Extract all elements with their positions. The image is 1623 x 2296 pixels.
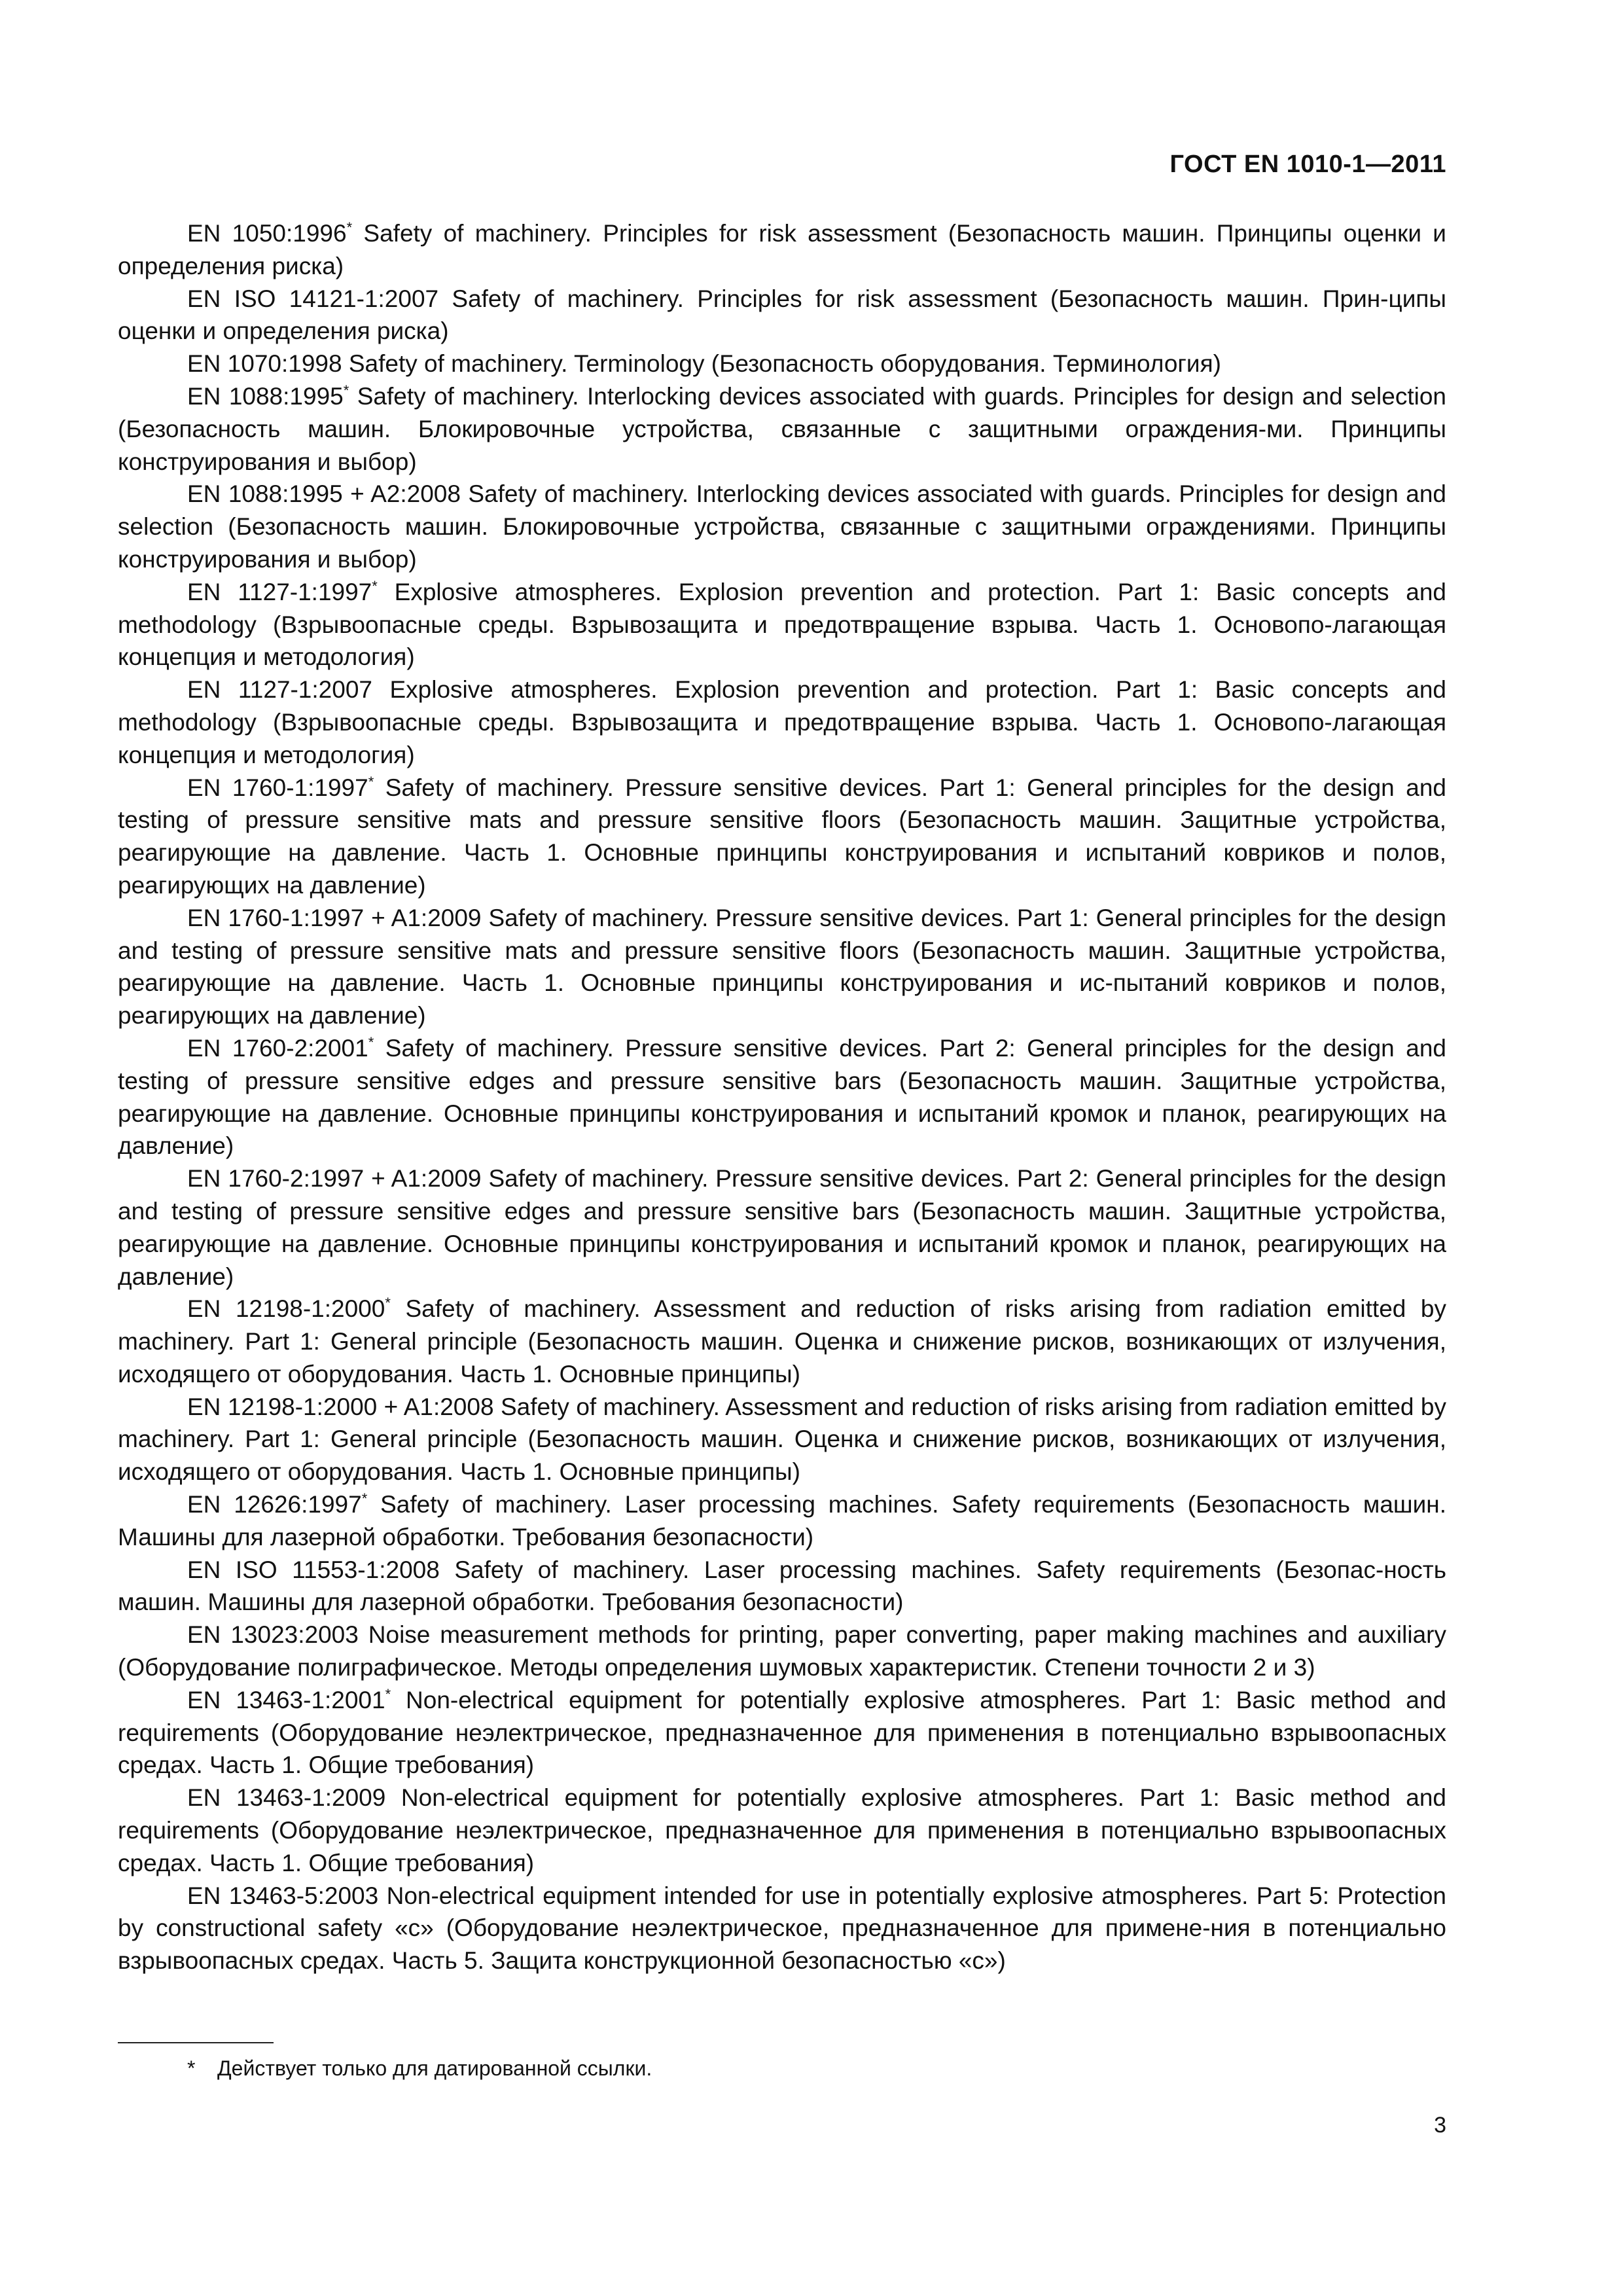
reference-code: EN 1760-1:1997 + A1:2009 [187, 904, 482, 931]
page-number: 3 [1434, 2113, 1446, 2138]
reference-text: Safety of machinery. Principles for risk assessment (Безопасность машин. Принципы оценки и определения риска) [118, 220, 1446, 279]
reference-text: Explosive atmospheres. Explosion prevention and protection. Part 1: Basic concepts and methodology (Взрывоопасные среды. Взрывозащита и предотвращение взрыва. Часть 1. Основопо-лагающая концепция и методология) [118, 676, 1446, 768]
reference-code: EN 1070:1998 [187, 350, 342, 378]
reference-text: Safety of machinery. Interlocking devices associated with guards. Principles for design and selection (Безопасность машин. Блокировочные устройства, связанные с защитными ограждения-ми. Принципы конструирования и выбор) [118, 382, 1446, 475]
reference-text: Safety of machinery. Laser processing machines. Safety requirements (Безопас-ность машин. Машины для лазерной обработки. Требования безопасности) [118, 1556, 1447, 1616]
reference-entry [118, 1554, 1446, 1619]
reference-code: EN 1127-1:2007 [187, 676, 372, 704]
reference-entry [118, 1782, 1446, 1879]
footnote-marker: * [346, 219, 353, 236]
reference-entry [118, 348, 1446, 380]
reference-code: EN 12198-1:2000 [187, 1295, 385, 1323]
footnote-marker: * [372, 577, 378, 594]
reference-code: EN 13023:2003 [187, 1621, 359, 1649]
footnote-marker: * [343, 382, 349, 399]
reference-code: EN 1760-2:1997 + A1:2009 [187, 1165, 482, 1193]
reference-code: EN 1127-1:1997 [187, 578, 372, 605]
reference-text: Safety of machinery. Pressure sensitive devices. Part 2: General principles for the design and testing of pressure sensitive edges and pressure sensitive bars (Безопасность машин. Защитные устройства, реагирующие на давление. Основные принципы конструирования и испытаний кромок и планок, реагирующих на давление) [118, 1165, 1446, 1290]
reference-text: Safety of machinery. Terminology (Безопасность оборудования. Терминология) [342, 350, 1221, 378]
reference-entry [118, 1488, 1446, 1554]
reference-code: EN 1760-1:1997 [187, 774, 368, 801]
reference-entry [118, 1684, 1446, 1782]
footnote-divider [118, 2042, 274, 2043]
reference-text: Safety of machinery. Assessment and reduction of risks arising from radiation emitted by machinery. Part 1: General principle (Безопасность машин. Оценка и снижение рисков, возникающих от излучения, исходящего от оборудования. Часть 1. Основные принципы) [118, 1393, 1446, 1486]
footnote-marker: * [385, 1685, 391, 1702]
reference-text: Safety of machinery. Laser processing machines. Safety requirements (Безопасность машин. Машины для лазерной обработки. Требования безопасности) [118, 1491, 1446, 1551]
reference-code: EN 13463-5:2003 [187, 1882, 379, 1909]
reference-text: Noise measurement methods for printing, paper converting, paper making machines and auxiliary (Оборудование полиграфическое. Методы определения шумовых характеристик. Степени точности 2 и 3) [118, 1621, 1446, 1681]
reference-entry [118, 902, 1446, 1032]
reference-entry [118, 217, 1446, 283]
footnote-marker: * [361, 1490, 368, 1507]
reference-code: EN 12198-1:2000 + A1:2008 [187, 1393, 494, 1420]
reference-text: Explosive atmospheres. Explosion prevention and protection. Part 1: Basic concepts and methodology (Взрывоопасные среды. Взрывозащита и предотвращение взрыва. Часть 1. Основопо-лагающая концепция и методология) [118, 578, 1446, 671]
reference-text: Safety of machinery. Pressure sensitive devices. Part 1: General principles for the design and testing of pressure sensitive mats and pressure sensitive floors (Безопасность машин. Защитные устройства, реагирующие на давление. Часть 1. Основные принципы конструирования и испытаний ковриков и полов, реагирующих на давление) [118, 774, 1446, 899]
footnote [187, 2055, 652, 2081]
reference-entry [118, 576, 1446, 673]
reference-code: EN ISO 11553-1:2008 [187, 1556, 440, 1583]
reference-code: EN 1050:1996 [187, 220, 347, 247]
reference-entry [118, 1032, 1446, 1162]
footnote-mark: * [187, 2056, 196, 2080]
reference-code: EN 13463-1:2001 [187, 1686, 385, 1713]
footnote-text: Действует только для датированной ссылки. [217, 2056, 652, 2080]
reference-entry [118, 478, 1446, 575]
reference-entry [118, 1619, 1446, 1684]
reference-entry [118, 1391, 1446, 1488]
reference-text: Non-electrical equipment for potentially explosive atmospheres. Part 1: Basic method and requirements (Оборудование неэлектрическое, предназначенное для применения в потенциально взрывоопасных средах. Часть 1. Общие требования) [118, 1686, 1446, 1779]
reference-text: Non-electrical equipment for potentially explosive atmospheres. Part 1: Basic method and requirements (Оборудование неэлектрическое, предназначенное для применения в потенциально взрывоопасных средах. Часть 1. Общие требования) [118, 1784, 1446, 1876]
reference-entry [118, 673, 1446, 771]
reference-code: EN ISO 14121-1:2007 [187, 285, 439, 312]
document-header: ГОСТ EN 1010-1—2011 [1169, 151, 1446, 178]
reference-entry [118, 1880, 1446, 1977]
footnote-marker: * [368, 773, 374, 790]
reference-text: Safety of machinery. Pressure sensitive devices. Part 1: General principles for the design and testing of pressure sensitive mats and pressure sensitive floors (Безопасность машин. Защитные устройства, реагирующие на давление. Часть 1. Основные принципы конструирования и ис-пытаний ковриков и полов, реагирующих на давление) [118, 904, 1446, 1030]
reference-text: Safety of machinery. Principles for risk assessment (Безопасность машин. Прин-ципы оценки и определения риска) [118, 285, 1446, 345]
reference-text: Safety of machinery. Assessment and reduction of risks arising from radiation emitted by machinery. Part 1: General principle (Безопасность машин. Оценка и снижение рисков, возникающих от излучения, исходящего от оборудования. Часть 1. Основные принципы) [118, 1295, 1446, 1388]
reference-text: Non-electrical equipment intended for use in potentially explosive atmospheres. Part 5: Protection by constructional safety «c» (Оборудование неэлектрическое, предназначенное для примене-ния в потенциально взрывоопасных средах. Часть 5. Защита конструкционной безопасностью «c») [118, 1882, 1446, 1975]
reference-text: Safety of machinery. Pressure sensitive devices. Part 2: General principles for the design and testing of pressure sensitive edges and pressure sensitive bars (Безопасность машин. Защитные устройства, реагирующие на давление. Основные принципы конструирования и испытаний кромок и планок, реагирующих на давление) [118, 1034, 1446, 1160]
reference-entry [118, 1293, 1446, 1390]
reference-code: EN 1088:1995 + A2:2008 [187, 480, 461, 508]
reference-entry [118, 772, 1446, 902]
footnote-marker: * [368, 1033, 374, 1050]
references-list [118, 217, 1446, 1977]
reference-code: EN 13463-1:2009 [187, 1784, 386, 1812]
footnote-marker: * [385, 1295, 391, 1312]
reference-text: Safety of machinery. Interlocking devices associated with guards. Principles for design and selection (Безопасность машин. Блокировочные устройства, связанные с защитными ограждениями. Принципы конструирования и выбор) [118, 480, 1446, 573]
reference-code: EN 12626:1997 [187, 1491, 362, 1518]
reference-code: EN 1760-2:2001 [187, 1034, 368, 1062]
reference-entry [118, 380, 1446, 478]
reference-entry [118, 1162, 1446, 1293]
reference-entry [118, 283, 1446, 348]
reference-code: EN 1088:1995 [187, 382, 344, 410]
